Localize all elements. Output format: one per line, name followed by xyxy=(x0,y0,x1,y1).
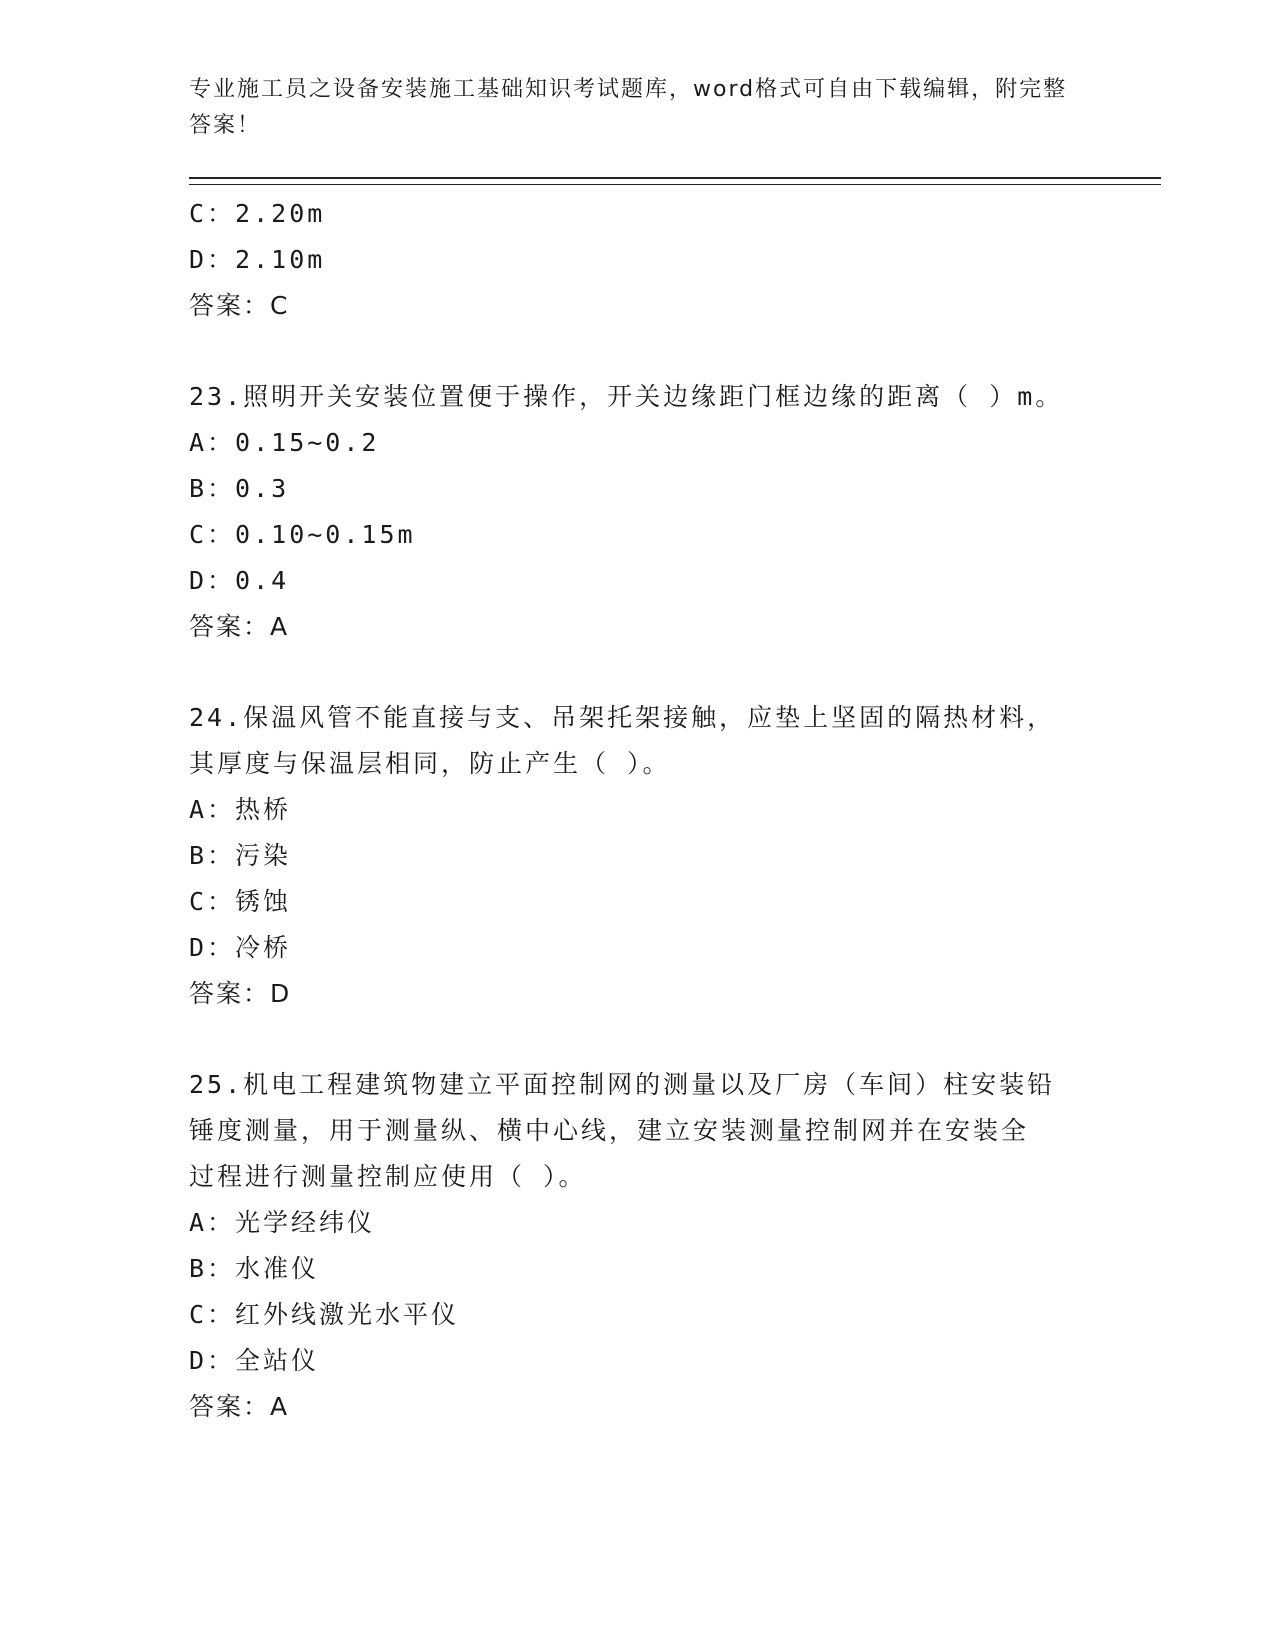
option-d: D：全站仪 xyxy=(189,1346,320,1375)
option-c: C：红外线激光水平仪 xyxy=(189,1300,460,1329)
option-a: A：0.15~0.2 xyxy=(189,428,380,457)
option-c: C：锈蚀 xyxy=(189,887,292,916)
question-text-line: 过程进行测量控制应使用（ ）。 xyxy=(189,1162,587,1191)
option-d: D：冷桥 xyxy=(189,933,292,962)
question-text-line: 其厚度与保温层相同，防止产生（ ）。 xyxy=(189,749,671,778)
question-fragment xyxy=(189,191,1089,329)
document-title: 专业施工员之设备安装施工基础知识考试题库，word格式可自由下载编辑，附完整答案！ xyxy=(189,77,1068,138)
question-item xyxy=(189,374,1089,650)
spacer xyxy=(189,1017,1089,1062)
question-item xyxy=(189,695,1089,1017)
question-item xyxy=(189,1062,1089,1430)
header-divider xyxy=(189,177,1161,185)
option-a: A：光学经纬仪 xyxy=(189,1208,376,1237)
answer-line: 答案：D xyxy=(189,979,292,1008)
option-d: D：0.4 xyxy=(189,566,290,595)
page-header xyxy=(189,72,1089,144)
spacer xyxy=(189,650,1089,695)
question-text-line: 24.保温风管不能直接与支、吊架托架接触，应垫上坚固的隔热材料， xyxy=(189,703,1056,732)
option-b: B：水准仪 xyxy=(189,1254,320,1283)
answer-line: 答案：C xyxy=(189,291,290,320)
option-c: C：2.20m xyxy=(189,199,326,228)
option-c: C：0.10~0.15m xyxy=(189,520,416,549)
question-text-line: 锤度测量，用于测量纵、横中心线，建立安装测量控制网并在安装全 xyxy=(189,1116,1030,1145)
answer-line: 答案：A xyxy=(189,1392,290,1421)
spacer xyxy=(189,329,1089,374)
option-b: B：污染 xyxy=(189,841,292,870)
option-a: A：热桥 xyxy=(189,795,292,824)
answer-line: 答案：A xyxy=(189,612,290,641)
option-d: D：2.10m xyxy=(189,245,326,274)
question-text: 23.照明开关安装位置便于操作，开关边缘距门框边缘的距离（ ）m。 xyxy=(189,382,1064,411)
option-b: B：0.3 xyxy=(189,474,290,503)
question-list xyxy=(189,191,1089,1430)
question-text-line: 25.机电工程建筑物建立平面控制网的测量以及厂房（车间）柱安装铅 xyxy=(189,1070,1056,1099)
